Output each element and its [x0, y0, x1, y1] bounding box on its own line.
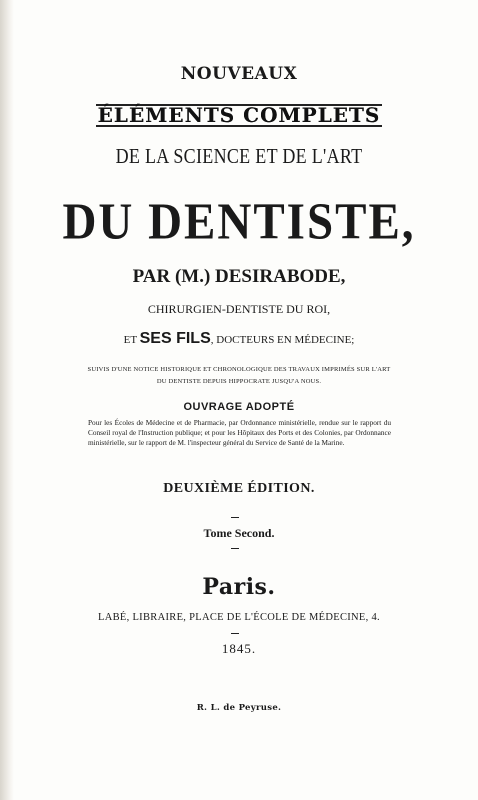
title-line-elements: [0, 103, 478, 127]
divider-dash: [231, 517, 239, 518]
title-line-nouveaux: NOUVEAUX: [180, 64, 298, 84]
author-line: PAR (M.) DESIRABODE,: [132, 266, 346, 287]
title-line-elements-text: ÉLÉMENTS COMPLETS: [97, 103, 381, 127]
title-main-heading: DU DENTISTE,: [62, 193, 416, 251]
year-line: 1845.: [221, 641, 257, 656]
publisher-line: LABÉ, LIBRAIRE, PLACE DE L'ÉCOLE DE MÉDECINE, 4.: [98, 612, 380, 623]
title-line-science: DE LA SCIENCE ET DE L'ART: [115, 144, 363, 168]
adopted-paragraph: Pour les Écoles de Médecine et de Pharmacie, par Ordonnance ministérielle, rendue sur le rapport du Conseil royal de l'Instruction publique; et pour les Hôpitaux des Ports et des Colonies, par Ordonnance ministérielle, sur le rapport de M. l'inspecteur général du Service de Santé de la Marine.: [88, 418, 391, 447]
notice-line-1: SUIVIS D'UNE NOTICE HISTORIQUE ET CHRONOLOGIQUE DES TRAVAUX IMPRIMÉS SUR L'ART: [87, 366, 391, 373]
adopted-heading: OUVRAGE ADOPTÉ: [183, 401, 295, 413]
edition-line: DEUXIÈME ÉDITION.: [163, 481, 315, 496]
sons-line: [0, 330, 478, 348]
notice-line-2: DU DENTISTE DEPUIS HIPPOCRATE JUSQU'A NOUS.: [156, 378, 322, 385]
volume-line: Tome Second.: [203, 526, 275, 540]
sons-name: SES FILS: [139, 330, 211, 347]
divider-dash: [231, 633, 239, 634]
sons-suffix: , DOCTEURS EN MÉDECINE;: [210, 334, 355, 346]
divider-dash: [231, 548, 239, 549]
city-line: Paris.: [202, 574, 276, 600]
sons-prefix: ET: [123, 334, 137, 346]
author-title: CHIRURGIEN-DENTISTE DU ROI,: [147, 302, 331, 316]
printer-line: R. L. de Peyruse.: [196, 703, 282, 713]
